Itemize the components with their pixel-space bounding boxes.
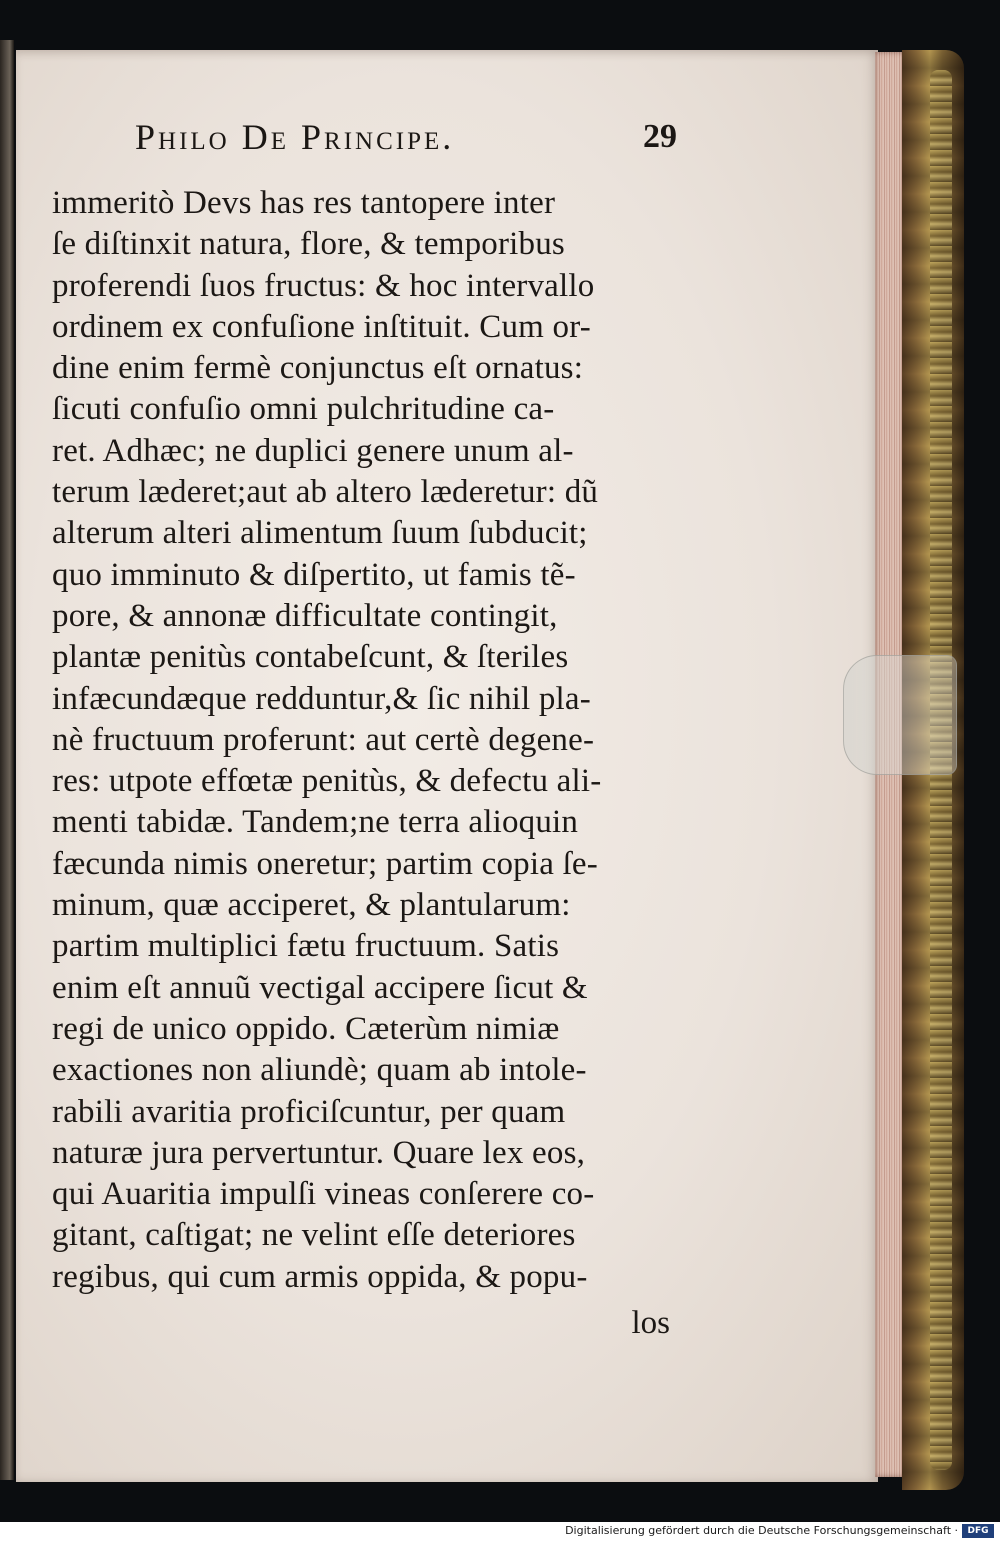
page-header — [135, 116, 695, 166]
text-line: proferendi ſuos fructus: & hoc intervallo — [52, 267, 595, 304]
text-line: immeritò Devs has res tantopere inter — [52, 185, 556, 221]
text-line: infæcundæque redduntur,& ſic nihil pla- — [52, 680, 591, 717]
text-line: fæcunda nimis oneretur; partim copia ſe- — [52, 845, 598, 882]
text-line: rabili avaritia proficiſcuntur, per quam — [52, 1093, 566, 1130]
text-line: naturæ jura pervertuntur. Quare lex eos, — [52, 1134, 586, 1171]
text-line: ſicuti confuſio omni pulchritudine ca- — [52, 391, 555, 428]
text-line: plantæ penitùs contabeſcunt, & ſteriles — [52, 639, 569, 676]
dfg-logo: DFG — [962, 1524, 994, 1538]
running-title: Philo De Principe. — [135, 117, 455, 157]
text-line: quo imminuto & diſpertito, ut famis tẽ- — [52, 556, 576, 593]
text-line: ſe diſtinxit natura, flore, & temporibus — [52, 226, 565, 263]
page-number: 29 — [643, 118, 677, 155]
text-line: alterum alteri alimentum ſuum ſubducit; — [52, 515, 588, 552]
text-line: partim multiplici fætu fructuum. Satis — [52, 928, 560, 965]
text-line: regibus, qui cum armis oppida, & popu- — [52, 1258, 588, 1295]
text-line: res: utpote effœtæ penitùs, & defectu ali- — [52, 763, 602, 800]
text-line: menti tabidæ. Tandem;ne terra alioquin — [52, 804, 579, 841]
previous-page-edge — [0, 40, 14, 1480]
page-holder-clip — [843, 655, 957, 775]
body-text — [52, 183, 672, 1298]
text-line: minum, quæ acciperet, & plantularum: — [52, 887, 571, 924]
text-line: regi de unico oppido. Cæterùm nimiæ — [52, 1010, 560, 1047]
text-line: gitant, caſtigat; ne velint eſſe deteriores — [52, 1217, 576, 1254]
text-line: nè fructuum proferunt: aut certè degene- — [52, 721, 595, 758]
text-line: dine enim fermè conjunctus eſt ornatus: — [52, 350, 584, 387]
text-line: terum læderet;aut ab altero læderetur: dũ — [52, 474, 599, 511]
digitization-footer — [0, 1522, 1000, 1541]
text-line: enim eſt annuũ vectigal accipere ſicut & — [52, 969, 588, 1006]
text-line: ret. Adhæc; ne duplici genere unum al- — [52, 432, 574, 469]
text-line: exactiones non aliundè; quam ab intole- — [52, 1052, 587, 1089]
text-line: ordinem ex confuſione inſtituit. Cum or- — [52, 308, 591, 345]
funding-credit: Digitalisierung gefördert durch die Deutsche Forschungsgemeinschaft · — [565, 1524, 958, 1537]
catchword: los — [631, 1305, 670, 1341]
text-line: pore, & annonæ difficultate contingit, — [52, 597, 558, 634]
text-line: qui Auaritia impulſi vineas conſerere co- — [52, 1176, 595, 1213]
